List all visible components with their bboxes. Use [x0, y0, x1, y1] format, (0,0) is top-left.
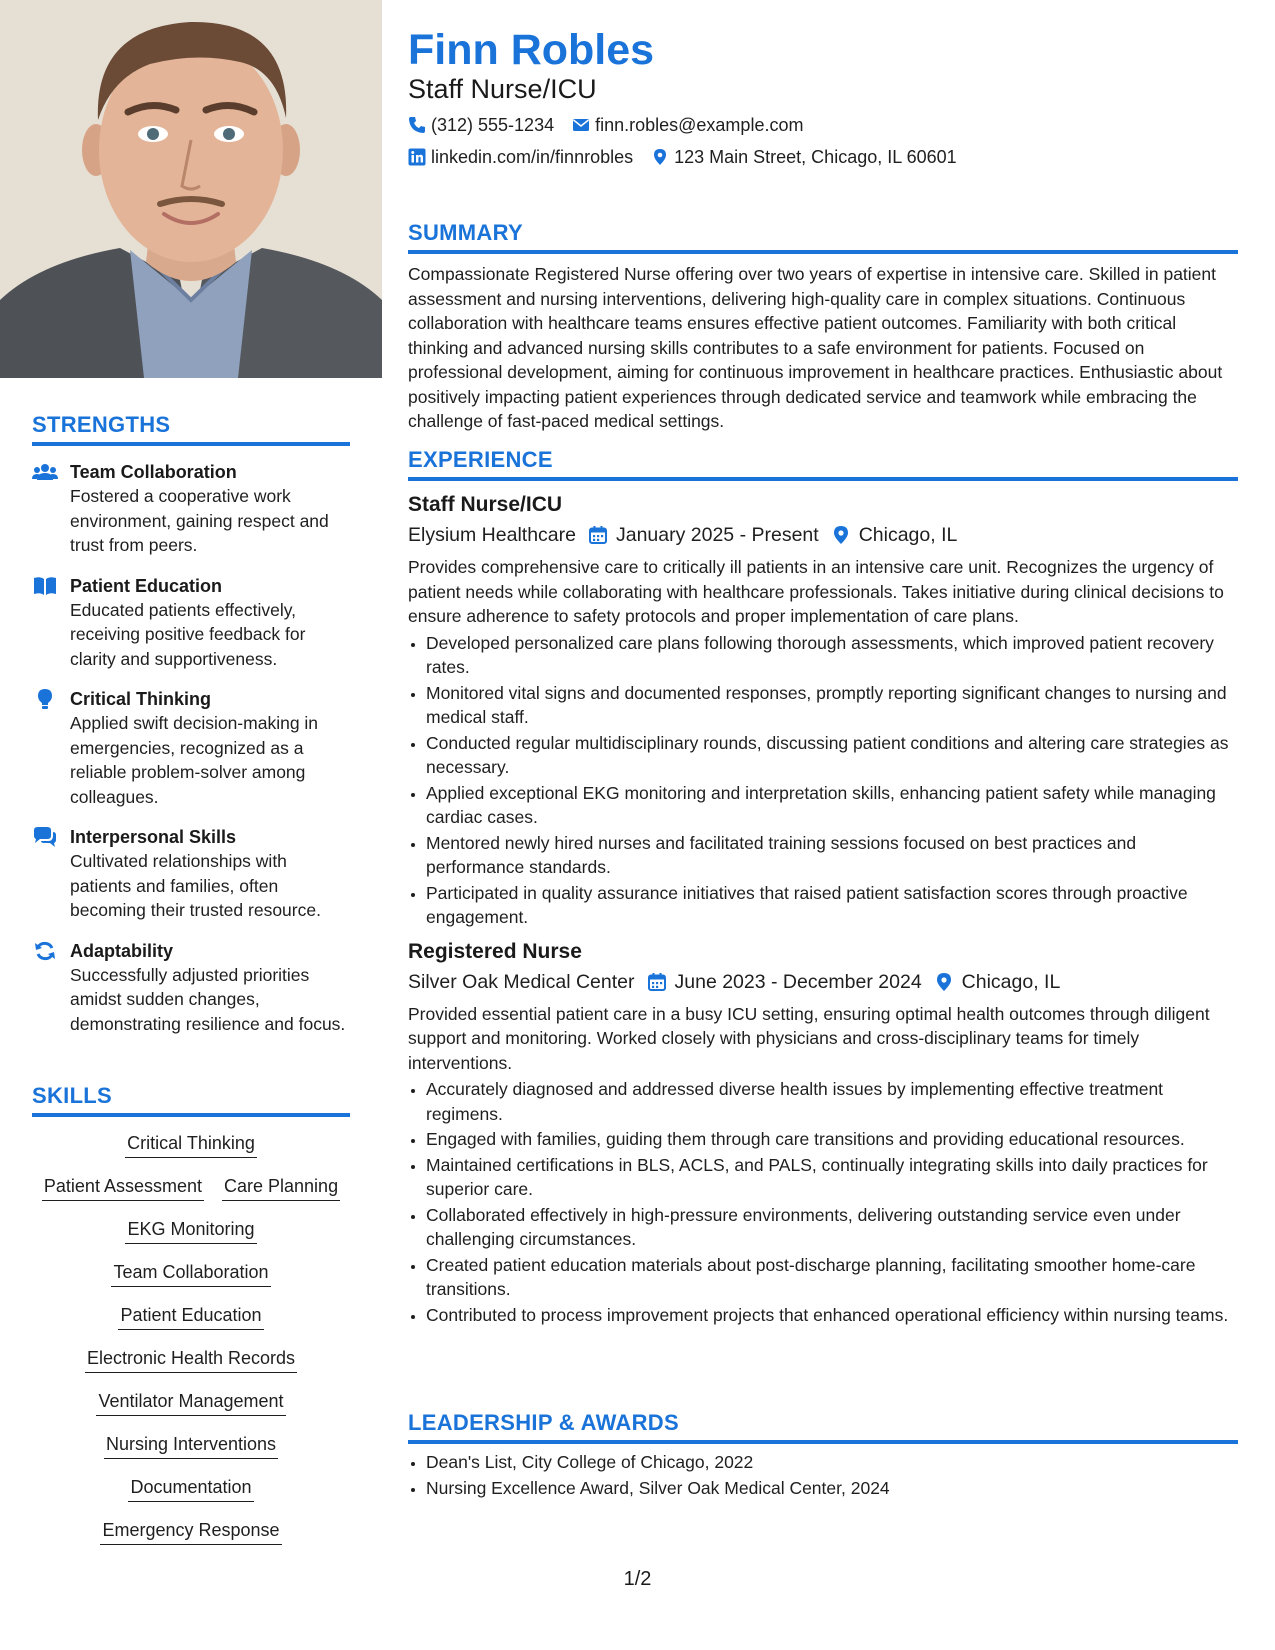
- strength-item: [32, 460, 350, 558]
- job-entry: [408, 938, 1238, 1328]
- skill-tag: Documentation: [128, 1475, 253, 1502]
- strength-item: [32, 574, 350, 672]
- job-description: Provided essential patient care in a busy ICU setting, ensuring optimal health outcomes through diligent support and monitoring. Worked closely with physicians and cross-disciplinary teams for timely interventions.: [408, 1003, 1210, 1073]
- skill-tag: Emergency Response: [100, 1518, 281, 1545]
- skills-title: SKILLS: [32, 1083, 350, 1117]
- skill-tag: Patient Education: [118, 1303, 263, 1330]
- skill-tag: Patient Assessment: [42, 1174, 204, 1201]
- strength-title: Interpersonal Skills: [70, 827, 237, 847]
- page-number: 1/2: [623, 1568, 652, 1590]
- candidate-name: Finn Robles: [408, 26, 655, 74]
- phone-contact[interactable]: [408, 113, 554, 137]
- strength-title: Team Collaboration: [70, 462, 237, 482]
- list-item: • Conducted regular multidisciplinary rounds, discussing patient conditions and altering care strategies as necessary.: [426, 731, 1238, 780]
- sync-icon: [32, 940, 58, 962]
- calendar-icon: [647, 972, 667, 992]
- job-dates: June 2023 - December 2024: [674, 970, 922, 993]
- strength-title: Adaptability: [70, 940, 174, 961]
- job-bullets: [408, 631, 1238, 930]
- skill-tag: Nursing Interventions: [104, 1432, 278, 1459]
- list-item: • Contributed to process improvement projects that enhanced operational efficiency within nursing teams.: [426, 1303, 1238, 1328]
- job-company: Elysium Healthcare: [408, 524, 576, 546]
- leadership-list: [408, 1450, 1238, 1500]
- job-meta: [408, 521, 1238, 549]
- map-pin-icon: [831, 525, 851, 545]
- email-contact[interactable]: [572, 113, 803, 137]
- chat-icon: [32, 826, 58, 848]
- skills-section: [32, 1083, 350, 1561]
- summary-text: Compassionate Registered Nurse offering over two years of expertise in intensive care. Skilled in patient assessment and nursing interventions, delivering high-quality care in complex situations. Continuous collaboration with healthcare teams ensures effective patient outcomes. Familiarity with both critical thinking and advanced nursing skills contributes to a safe environment for patients. Focused on professional development, aiming for continuous improvement in healthcare practices. Enthusiastic about positively impacting patient experiences through dedicated service and teamwork while embracing the challenge of fast-paced medical settings.: [408, 264, 1223, 431]
- experience-section: [408, 447, 1238, 1328]
- skill-tag: Team Collaboration: [111, 1260, 270, 1287]
- strength-desc: Educated patients effectively, receiving positive feedback for clarity and supportiveness.: [70, 599, 306, 669]
- list-item: • Participated in quality assurance initiatives that raised patient satisfaction scores through proactive engagement.: [426, 881, 1238, 930]
- leadership-title: LEADERSHIP & AWARDS: [408, 1410, 1238, 1444]
- job-company: Silver Oak Medical Center: [408, 970, 635, 993]
- list-item: • Monitored vital signs and documented responses, promptly reporting significant changes to nursing and medical staff.: [426, 681, 1238, 730]
- strength-desc: Fostered a cooperative work environment, gaining respect and trust from peers.: [70, 486, 329, 555]
- linkedin-icon: [408, 148, 426, 166]
- list-item: • Dean's List, City College of Chicago, 2022: [426, 1450, 1238, 1475]
- portrait-illustration: [0, 0, 382, 378]
- skill-tag: Ventilator Management: [96, 1389, 285, 1416]
- strength-desc: Successfully adjusted priorities amidst sudden changes, demonstrating resilience and focus.: [70, 964, 346, 1034]
- list-item: • Engaged with families, guiding them through care transitions and providing educational resources.: [426, 1127, 1238, 1152]
- linkedin-contact[interactable]: [408, 145, 633, 169]
- strength-item: [32, 825, 350, 923]
- job-location: Chicago, IL: [961, 970, 1061, 993]
- email-text: finn.robles@example.com: [595, 115, 804, 135]
- map-pin-icon: [651, 148, 669, 166]
- list-item: • Applied exceptional EKG monitoring and interpretation skills, enhancing patient safety while managing cardiac cases.: [426, 781, 1238, 830]
- job-title: Registered Nurse: [408, 939, 582, 963]
- strength-desc: Cultivated relationships with patients and families, often becoming their trusted resource.: [70, 851, 321, 920]
- contact-row-2: [408, 145, 957, 169]
- book-icon: [32, 575, 58, 597]
- summary-title: SUMMARY: [408, 220, 1238, 254]
- address-text: 123 Main Street, Chicago, IL 60601: [674, 147, 957, 167]
- skill-tag: Electronic Health Records: [85, 1346, 297, 1373]
- strength-item: [32, 939, 350, 1037]
- calendar-icon: [588, 525, 608, 545]
- profile-photo: [0, 0, 382, 378]
- lightbulb-icon: [32, 688, 58, 710]
- strength-title: Patient Education: [70, 575, 223, 596]
- users-icon: [32, 461, 58, 483]
- envelope-icon: [572, 116, 590, 134]
- job-entry: [408, 491, 1238, 930]
- strength-title: Critical Thinking: [70, 689, 212, 709]
- job-bullets: [408, 1077, 1238, 1327]
- skills-list: [32, 1117, 350, 1545]
- skill-tag: EKG Monitoring: [125, 1217, 256, 1244]
- job-description: Provides comprehensive care to critically ill patients in an intensive care unit. Recognizes the urgency of patient needs while collaborating with healthcare professionals. Takes initiative during clinical decisions to ensure adherence to safety protocols and proper implementation of care plans.: [408, 557, 1224, 626]
- address-contact: [651, 145, 957, 169]
- job-meta: [408, 968, 1238, 996]
- leadership-section: [408, 1410, 1238, 1501]
- linkedin-text: linkedin.com/in/finnrobles: [431, 147, 634, 167]
- summary-section: [408, 220, 1238, 434]
- list-item: • Maintained certifications in BLS, ACLS, and PALS, continually integrating skills into daily practices for superior care.: [426, 1153, 1238, 1202]
- map-pin-icon: [934, 972, 954, 992]
- job-dates: January 2025 - Present: [615, 524, 819, 546]
- list-item: • Developed personalized care plans following thorough assessments, which improved patient recovery rates.: [426, 631, 1238, 680]
- candidate-role: Staff Nurse/ICU: [408, 74, 597, 104]
- list-item: • Created patient education materials about post-discharge planning, facilitating smoother home-care transitions.: [426, 1253, 1238, 1302]
- list-item: • Nursing Excellence Award, Silver Oak Medical Center, 2024: [426, 1476, 1238, 1501]
- list-item: • Accurately diagnosed and addressed diverse health issues by implementing effective treatment regimens.: [426, 1077, 1238, 1126]
- job-title: Staff Nurse/ICU: [408, 493, 563, 516]
- sidebar: [0, 0, 382, 1650]
- strengths-title: STRENGTHS: [32, 412, 350, 446]
- phone-text: (312) 555-1234: [431, 115, 555, 135]
- phone-icon: [408, 116, 426, 134]
- experience-title: EXPERIENCE: [408, 447, 1238, 481]
- skill-tag: Care Planning: [222, 1174, 340, 1201]
- job-location: Chicago, IL: [858, 524, 958, 546]
- list-item: • Mentored newly hired nurses and facilitated training sessions focused on best practices and performance standards.: [426, 831, 1238, 880]
- contact-row-1: [408, 113, 803, 137]
- strength-desc: Applied swift decision-making in emergencies, recognized as a reliable problem-solver among colleagues.: [70, 713, 319, 807]
- strengths-section: [32, 412, 350, 1036]
- list-item: • Collaborated effectively in high-pressure environments, delivering outstanding service even under challenging circumstances.: [426, 1203, 1238, 1252]
- skill-tag: Critical Thinking: [125, 1131, 257, 1158]
- strength-item: [32, 687, 350, 809]
